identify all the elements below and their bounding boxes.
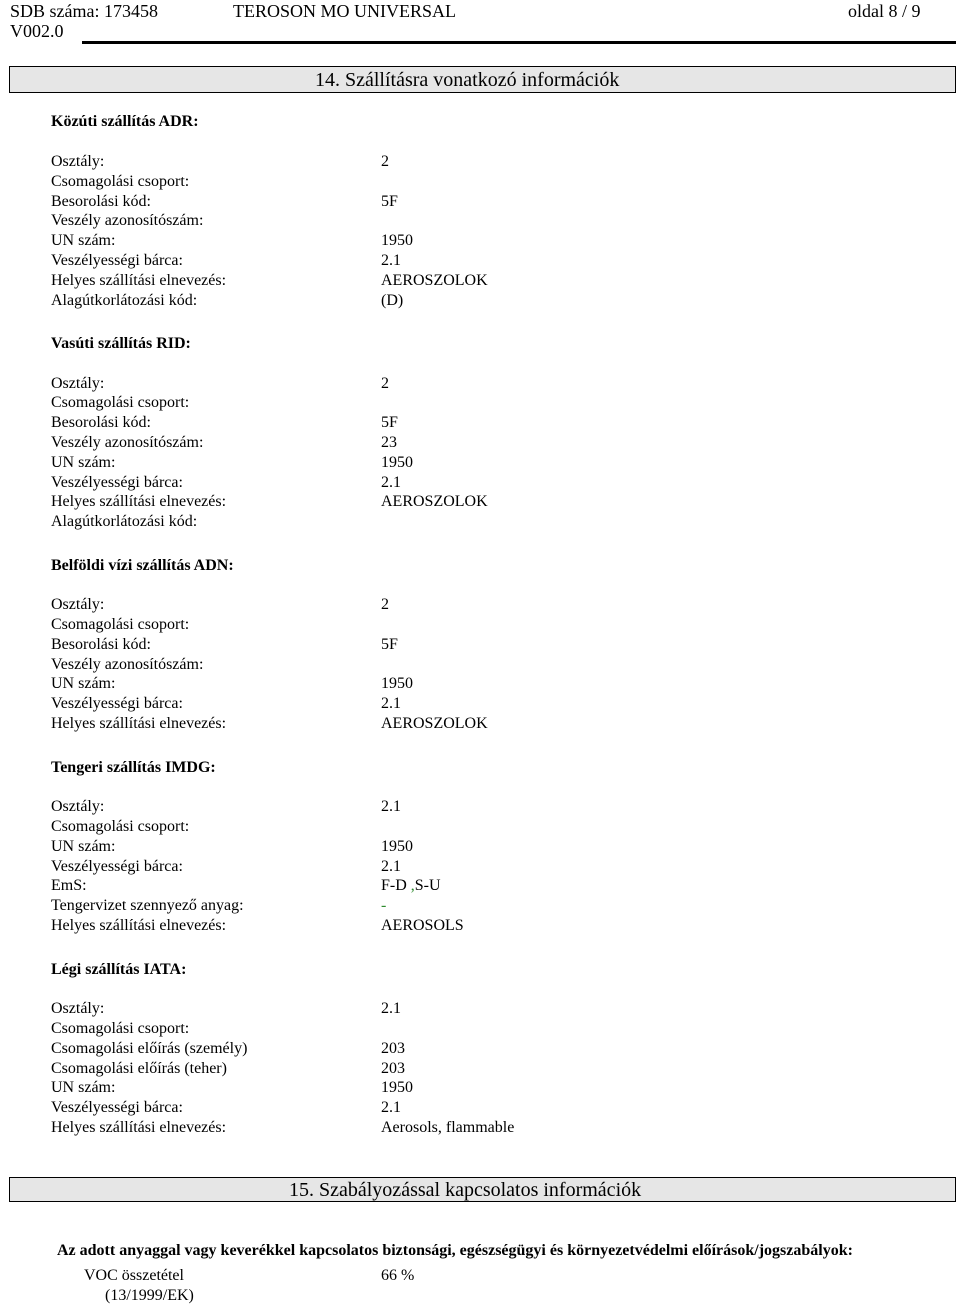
adn-label-veszely-azonosito: Veszély azonosítószám:	[51, 656, 204, 673]
adn-label-veszelyessegi-barca: Veszélyességi bárca:	[51, 695, 183, 712]
iata-label-veszelyessegi-barca: Veszélyességi bárca:	[51, 1099, 183, 1116]
rid-label-alagut-kod: Alagútkorlátozási kód:	[51, 513, 198, 530]
adr-label-besorolasi-kod: Besorolási kód:	[51, 193, 151, 210]
voc-value: 66 %	[381, 1267, 415, 1284]
adn-label-szallitasi-elnevezes: Helyes szállítási elnevezés:	[51, 715, 227, 732]
sdb-number: SDB száma: 173458	[10, 1, 158, 21]
iata-label-osztaly: Osztály:	[51, 1000, 105, 1017]
product-name: TEROSON MO UNIVERSAL	[233, 1, 457, 21]
ems-separator: ,	[410, 877, 415, 894]
adr-value-alagut-kod: (D)	[381, 292, 404, 309]
adn-value-un-szam: 1950	[381, 675, 413, 692]
imdg-label-csomagolasi-csoport: Csomagolási csoport:	[51, 818, 190, 835]
adr-heading: Közúti szállítás ADR:	[51, 113, 199, 130]
rid-heading: Vasúti szállítás RID:	[51, 335, 191, 352]
rid-label-veszely-azonosito: Veszély azonosítószám:	[51, 434, 204, 451]
regulation-note: Az adott anyaggal vagy keverékkel kapcsolatos biztonsági, egészségügyi és környezetvédelmi előírások/jogszabályok:	[57, 1242, 853, 1259]
adr-label-alagut-kod: Alagútkorlátozási kód:	[51, 292, 198, 309]
adr-label-csomagolasi-csoport: Csomagolási csoport:	[51, 173, 190, 190]
imdg-label-un-szam: UN szám:	[51, 838, 116, 855]
iata-value-eloiras-szemely: 203	[381, 1040, 405, 1057]
adr-value-besorolasi-kod: 5F	[381, 193, 398, 210]
rid-value-un-szam: 1950	[381, 454, 413, 471]
iata-value-eloiras-teher: 203	[381, 1060, 405, 1077]
iata-label-eloiras-teher: Csomagolási előírás (teher)	[51, 1060, 227, 1077]
rid-value-veszely-azonosito: 23	[381, 434, 397, 451]
iata-value-szallitasi-elnevezes: Aerosols, flammable	[381, 1119, 515, 1136]
iata-value-veszelyessegi-barca: 2.1	[381, 1099, 401, 1116]
page-number: oldal 8 / 9	[848, 1, 921, 21]
voc-label: VOC összetétel	[84, 1267, 184, 1284]
iata-value-un-szam: 1950	[381, 1079, 413, 1096]
adr-value-veszelyessegi-barca: 2.1	[381, 252, 401, 269]
adr-value-osztaly: 2	[381, 153, 389, 170]
imdg-value-veszelyessegi-barca: 2.1	[381, 858, 401, 875]
adn-heading: Belföldi vízi szállítás ADN:	[51, 557, 234, 574]
imdg-heading: Tengeri szállítás IMDG:	[51, 759, 216, 776]
rid-label-besorolasi-kod: Besorolási kód:	[51, 414, 151, 431]
rid-label-osztaly: Osztály:	[51, 375, 105, 392]
section-15-title: 15. Szabályozással kapcsolatos információk	[289, 1179, 642, 1201]
rid-value-szallitasi-elnevezes: AEROSZOLOK	[381, 493, 488, 510]
imdg-value-szallitasi-elnevezes: AEROSOLS	[381, 917, 464, 934]
adn-value-besorolasi-kod: 5F	[381, 636, 398, 653]
voc-regulation-ref: (13/1999/EK)	[105, 1287, 194, 1304]
iata-label-szallitasi-elnevezes: Helyes szállítási elnevezés:	[51, 1119, 227, 1136]
rid-value-besorolasi-kod: 5F	[381, 414, 398, 431]
adn-value-szallitasi-elnevezes: AEROSZOLOK	[381, 715, 488, 732]
adr-label-veszelyessegi-barca: Veszélyességi bárca:	[51, 252, 183, 269]
adn-value-veszelyessegi-barca: 2.1	[381, 695, 401, 712]
rid-label-veszelyessegi-barca: Veszélyességi bárca:	[51, 474, 183, 491]
adr-label-osztaly: Osztály:	[51, 153, 105, 170]
adr-value-szallitasi-elnevezes: AEROSZOLOK	[381, 272, 488, 289]
ems-code-spill: S-U	[414, 877, 441, 894]
imdg-value-un-szam: 1950	[381, 838, 413, 855]
rid-label-szallitasi-elnevezes: Helyes szállítási elnevezés:	[51, 493, 227, 510]
imdg-label-ems: EmS:	[51, 877, 87, 894]
adn-label-csomagolasi-csoport: Csomagolási csoport:	[51, 616, 190, 633]
imdg-label-veszelyessegi-barca: Veszélyességi bárca:	[51, 858, 183, 875]
imdg-value-osztaly: 2.1	[381, 798, 401, 815]
section-14-header	[9, 66, 956, 93]
adr-label-un-szam: UN szám:	[51, 232, 116, 249]
adr-value-un-szam: 1950	[381, 232, 413, 249]
imdg-value-ems	[381, 877, 441, 895]
page-header	[0, 0, 960, 44]
version: V002.0	[10, 21, 64, 41]
header-rule	[82, 41, 956, 44]
adn-label-osztaly: Osztály:	[51, 596, 105, 613]
section-14-title: 14. Szállításra vonatkozó információk	[315, 69, 620, 91]
rid-value-osztaly: 2	[381, 375, 389, 392]
rid-label-un-szam: UN szám:	[51, 454, 116, 471]
adn-label-un-szam: UN szám:	[51, 675, 116, 692]
imdg-label-tengervizet-szennyezo: Tengervizet szennyező anyag:	[51, 897, 244, 914]
adr-label-veszely-azonosito: Veszély azonosítószám:	[51, 212, 204, 229]
iata-label-eloiras-szemely: Csomagolási előírás (személy)	[51, 1040, 248, 1057]
adn-label-besorolasi-kod: Besorolási kód:	[51, 636, 151, 653]
imdg-label-szallitasi-elnevezes: Helyes szállítási elnevezés:	[51, 917, 227, 934]
iata-label-un-szam: UN szám:	[51, 1079, 116, 1096]
iata-label-csomagolasi-csoport: Csomagolási csoport:	[51, 1020, 190, 1037]
section-15-header	[9, 1177, 956, 1202]
rid-label-csomagolasi-csoport: Csomagolási csoport:	[51, 394, 190, 411]
iata-heading: Légi szállítás IATA:	[51, 961, 187, 978]
imdg-value-tengervizet-szennyezo: -	[381, 897, 387, 914]
adr-label-szallitasi-elnevezes: Helyes szállítási elnevezés:	[51, 272, 227, 289]
iata-value-osztaly: 2.1	[381, 1000, 401, 1017]
imdg-label-osztaly: Osztály:	[51, 798, 105, 815]
rid-value-veszelyessegi-barca: 2.1	[381, 474, 401, 491]
adn-value-osztaly: 2	[381, 596, 389, 613]
ems-code-fire: F-D	[381, 877, 407, 894]
